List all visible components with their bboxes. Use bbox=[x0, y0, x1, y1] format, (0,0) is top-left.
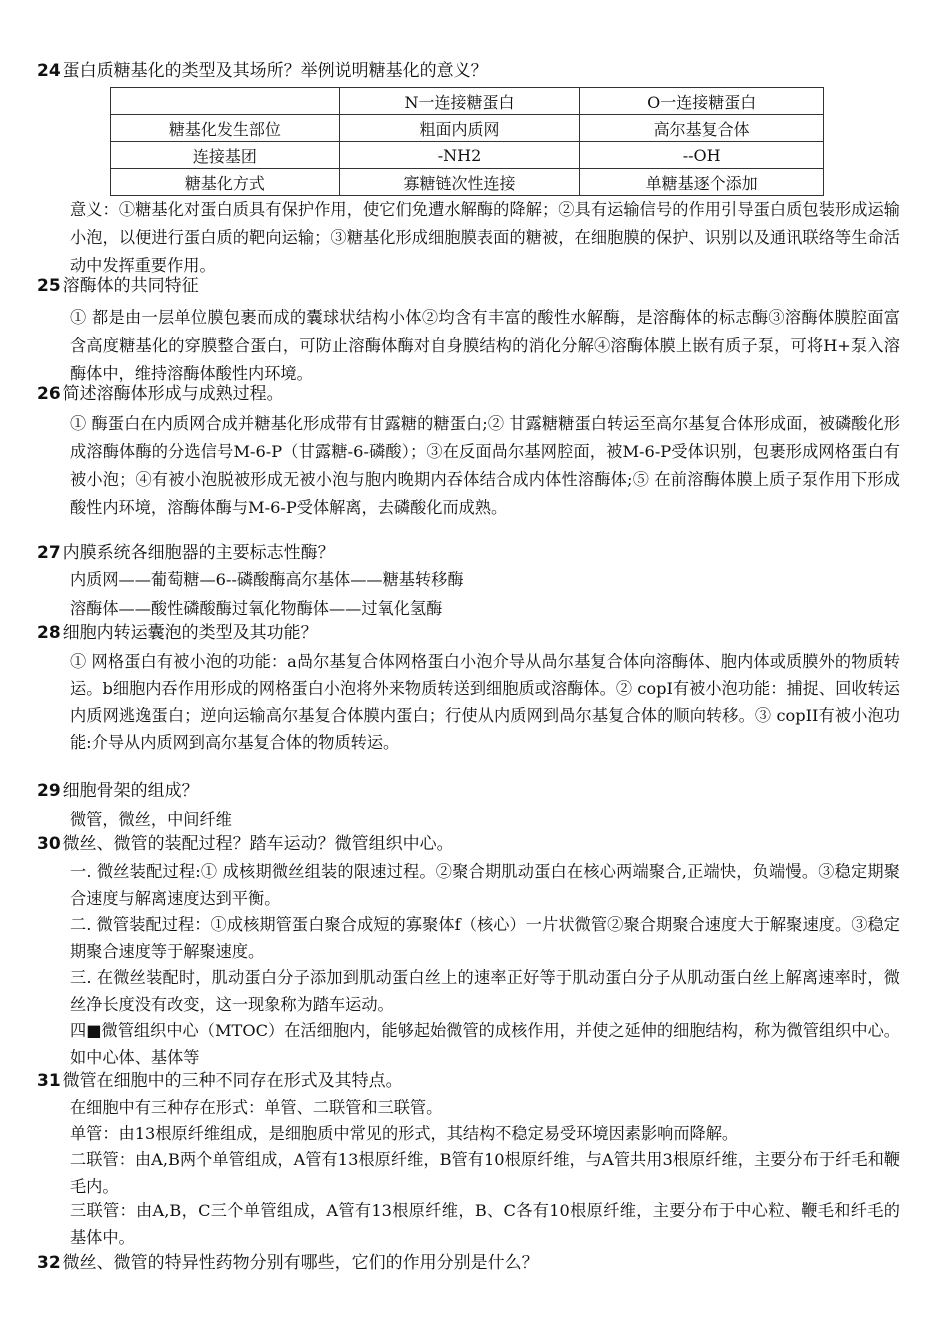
question-30-part-1: 一. 微丝装配过程:① 成核期微丝组装的限速过程。②聚合期肌动蛋白在核心两端聚合,正端快，负端慢。③稳定期聚合速度与解离速度达到平衡。 bbox=[70, 862, 900, 908]
table-cell: -NH2 bbox=[339, 142, 580, 169]
question-title: 溶酶体的共同特征 bbox=[62, 276, 199, 296]
question-title: 简述溶酶体形成与成熟过程。 bbox=[62, 384, 284, 404]
question-26-answer: ① 酶蛋白在内质网合成并糖基化形成带有甘露糖的糖蛋白;② 甘露糖糖蛋白转运至高尔基复合体形成面，被磷酸化形成溶酶体酶的分选信号M-6-P（甘露糖-6-磷酸）；③在反面咼尔基网腔面，被M-6-P受体识别，包裹形成网格蛋白有被小泡；④有被小泡脱被形成无被小泡与胞内晚期内吞体结合成内体性溶酶体;⑤ 在前溶酶体膜上质子泵作用下形成酸性内环境，溶酶体酶与M-6-P受体解离，去磷酸化而成熟。 bbox=[70, 414, 900, 517]
question-27-heading bbox=[37, 542, 335, 564]
question-number: 25 bbox=[37, 276, 61, 296]
table-cell: 糖基化发生部位 bbox=[111, 115, 340, 142]
table-cell: 连接基团 bbox=[111, 142, 340, 169]
question-number: 27 bbox=[37, 543, 61, 563]
question-30-part-4: 四■微管组织中心（MTOC）在活细胞内，能够起始微管的成核作用，并使之延伸的细胞结构，称为微管组织中心。如中心体、基体等 bbox=[70, 1021, 900, 1067]
question-title: 内膜系统各细胞器的主要标志性酶？ bbox=[62, 543, 335, 563]
table-header-row bbox=[111, 88, 824, 115]
question-31-heading bbox=[37, 1070, 403, 1092]
question-25-answer: ① 都是由一层单位膜包裹而成的囊球状结构小体②均含有丰富的酸性水解酶，是溶酶体的标志酶③溶酶体膜腔面富含高度糖基化的穿膜整合蛋白，可防止溶酶体酶对自身膜结构的消化分解④溶酶体膜上嵌有质子泵，可将H+泵入溶酶体中，维持溶酶体酸性内环境。 bbox=[70, 308, 900, 383]
question-26-heading bbox=[37, 383, 284, 405]
question-28-answer: ① 网格蛋白有被小泡的功能：a咼尔基复合体网格蛋白小泡介导从咼尔基复合体向溶酶体、胞内体或质膜外的物质转运。b细胞内吞作用形成的网格蛋白小泡将外来物质转送到细胞质或溶酶体。② copI有被小泡功能：捕捉、回收转运内质网逃逸蛋白；逆向运输高尔基复合体膜内蛋白；行使从内质网到咼尔基复合体的顺向转移。③ copII有被小泡功能:介导从内质网到高尔基复合体的物质转运。 bbox=[70, 652, 900, 752]
question-title: 蛋白质糖基化的类型及其场所？举例说明糖基化的意义？ bbox=[62, 61, 488, 81]
table-row bbox=[111, 115, 824, 142]
table-cell bbox=[111, 88, 340, 115]
table-row bbox=[111, 169, 824, 196]
table-header-cell: N一连接糖蛋白 bbox=[339, 88, 580, 115]
table-cell: 糖基化方式 bbox=[111, 169, 340, 196]
glycosylation-table bbox=[110, 87, 824, 196]
question-24-meaning: 意义：①糖基化对蛋白质具有保护作用，使它们免遭水解酶的降解；②具有运输信号的作用引导蛋白质包装形成运输小泡，以便进行蛋白质的靶向运输；③糖基化形成细胞膜表面的糖被，在细胞膜的保护、识别以及通讯联络等生命活动中发挥重要作用。 bbox=[70, 200, 900, 275]
question-title: 微管在细胞中的三种不同存在形式及其特点。 bbox=[62, 1071, 403, 1091]
table-cell: 寡糖链次性连接 bbox=[339, 169, 580, 196]
table-cell: 高尔基复合体 bbox=[580, 115, 824, 142]
question-number: 31 bbox=[37, 1071, 61, 1091]
question-25-heading bbox=[37, 275, 199, 297]
question-31-part-2: 单管：由13根原纤维组成，是细胞质中常见的形式，其结构不稳定易受环境因素影响而降解。 bbox=[70, 1124, 739, 1143]
question-number: 28 bbox=[37, 623, 61, 643]
question-27-line-1: 内质网——葡萄糖—6--磷酸酶高尔基体——糖基转移酶 bbox=[70, 570, 464, 589]
question-title: 细胞内转运囊泡的类型及其功能？ bbox=[62, 623, 318, 643]
question-31-part-4: 三联管：由A,B，C三个单管组成，A管有13根原纤维，B、C各有10根原纤维，主要分布于中心粒、鞭毛和纤毛的基体中。 bbox=[70, 1201, 900, 1247]
question-29-heading bbox=[37, 780, 199, 802]
table-cell: --OH bbox=[580, 142, 824, 169]
question-number: 32 bbox=[37, 1253, 61, 1273]
question-title: 微丝、微管的装配过程？踏车运动？微管组织中心。 bbox=[62, 834, 454, 854]
question-number: 26 bbox=[37, 384, 61, 404]
question-31-part-3: 二联管：由A,B两个单管组成，A管有13根原纤维，B管有10根原纤维，与A管共用3根原纤维，主要分布于纤毛和鞭毛内。 bbox=[70, 1150, 900, 1196]
question-30-heading bbox=[37, 833, 454, 855]
question-30-part-2: 二. 微管装配过程：①成核期管蛋白聚合成短的寡聚体f（核心）一片状微管②聚合期聚合速度大于解聚速度。③稳定期聚合速度等于解聚速度。 bbox=[70, 915, 900, 961]
question-27-line-2: 溶酶体——酸性磷酸酶过氧化物酶体——过氧化氢酶 bbox=[70, 599, 443, 618]
table-cell: 粗面内质网 bbox=[339, 115, 580, 142]
question-title: 微丝、微管的特异性药物分别有哪些，它们的作用分别是什么？ bbox=[62, 1253, 539, 1273]
table-cell: 单糖基逐个添加 bbox=[580, 169, 824, 196]
question-number: 30 bbox=[37, 834, 61, 854]
question-title: 细胞骨架的组成？ bbox=[62, 781, 199, 801]
table-row bbox=[111, 142, 824, 169]
question-31-part-1: 在细胞中有三种存在形式：单管、二联管和三联管。 bbox=[70, 1098, 443, 1117]
table-header-cell: O一连接糖蛋白 bbox=[580, 88, 824, 115]
question-32-heading bbox=[37, 1252, 539, 1274]
question-24-heading bbox=[37, 60, 488, 82]
question-number: 29 bbox=[37, 781, 61, 801]
question-30-part-3: 三. 在微丝装配时，肌动蛋白分子添加到肌动蛋白丝上的速率正好等于肌动蛋白分子从肌动蛋白丝上解离速率时，微丝净长度没有改变，这一现象称为踏车运动。 bbox=[70, 968, 900, 1014]
question-number: 24 bbox=[37, 61, 61, 81]
question-28-heading bbox=[37, 622, 318, 644]
question-29-answer: 微管，微丝，中间纤维 bbox=[70, 810, 232, 829]
